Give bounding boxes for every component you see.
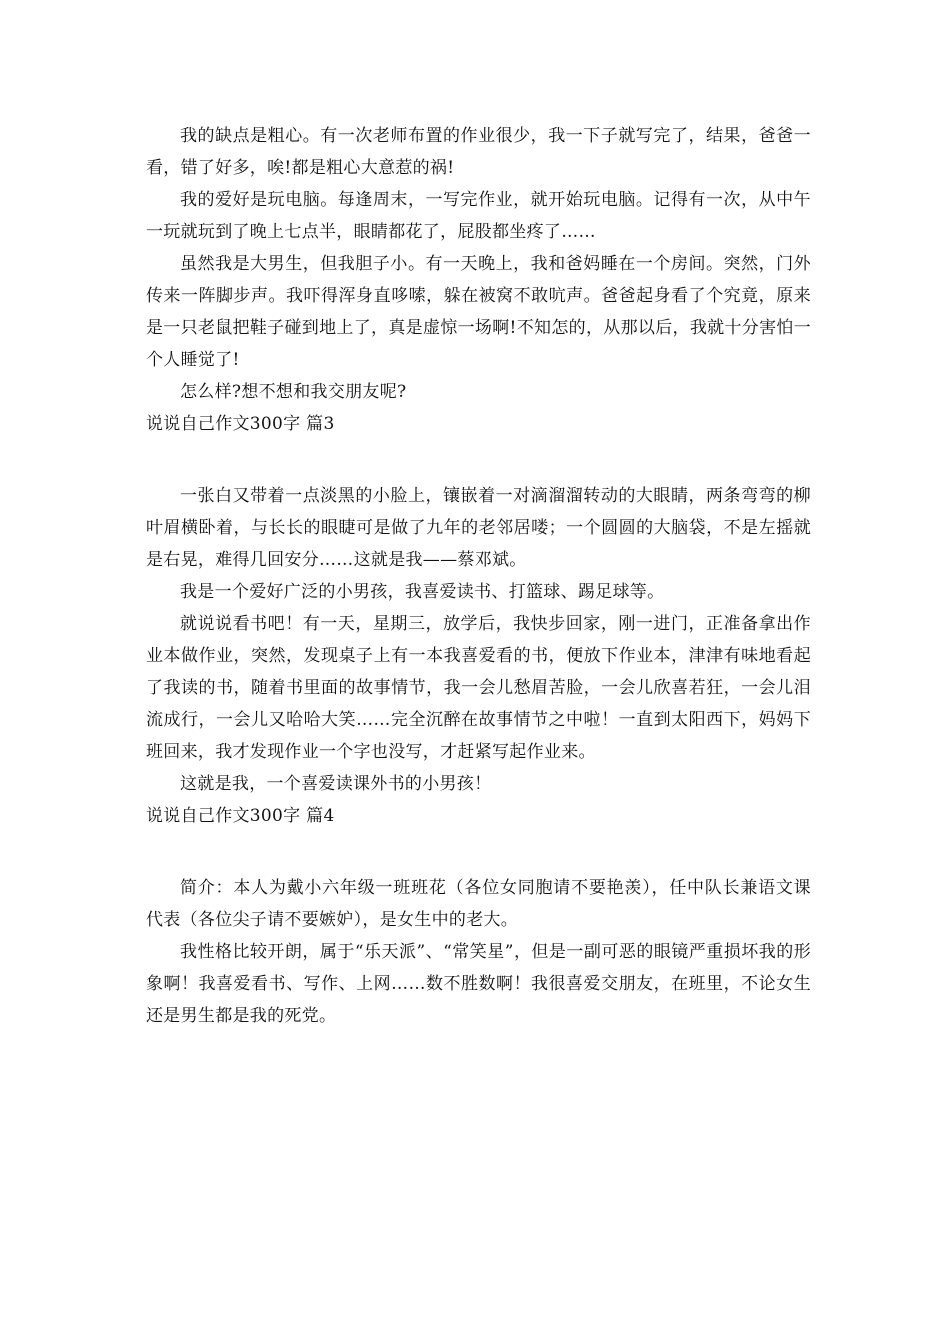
- paragraph-personality: 我性格比较开朗，属于“乐天派”、“常笑星”，但是一副可恶的眼镜严重损坏我的形象啊！我喜爱看书、写作、上网……数不胜数啊！我很喜爱交朋友，在班里，不论女生还是男生都是我的死党。: [146, 942, 811, 1026]
- paragraph-timid: 虽然我是大男生，但我胆子小。有一天晚上，我和爸妈睡在一个房间。突然，门外传来一阵脚步声。我吓得浑身直哆嗦，躲在被窝不敢吭声。爸爸起身看了个究竟，原来是一只老鼠把鞋子碰到地上了，真是虚惊一场啊!不知怎的，从那以后，我就十分害怕一个人睡觉了!: [146, 254, 811, 370]
- paragraph-introduction: 简介：本人为戴小六年级一班班花（各位女同胞请不要艳羡），任中队长兼语文课代表（各位尖子请不要嫉妒），是女生中的老大。: [146, 878, 811, 930]
- section-3-heading: 说说自己作文300字 篇3: [146, 414, 335, 434]
- section-3-spacer: [146, 440, 811, 480]
- paragraph-hobbies: 我是一个爱好广泛的小男孩，我喜爱读书、打篮球、踢足球等。: [180, 582, 665, 602]
- paragraph-carelessness: 我的缺点是粗心。有一次老师布置的作业很少，我一下子就写完了，结果，爸爸一看，错了好多，唉!都是粗心大意惹的祸!: [146, 126, 811, 178]
- section-4-heading: 说说自己作文300字 篇4: [146, 806, 335, 826]
- paragraph-hobby-computer: 我的爱好是玩电脑。每逢周末，一写完作业，就开始玩电脑。记得有一次，从中午一玩就玩到了晚上七点半，眼睛都花了，屁股都坐疼了……: [146, 190, 811, 242]
- paragraph-self-description: 一张白又带着一点淡黑的小脸上，镶嵌着一对滴溜溜转动的大眼睛，两条弯弯的柳叶眉横卧着，与长长的眼睫可是做了九年的老邻居喽；一个圆圆的大脑袋，不是左摇就是右晃，难得几回安分……这就是我——蔡邓斌。: [146, 486, 811, 570]
- paragraph-reading-story: 就说说看书吧！有一天，星期三，放学后，我快步回家，刚一进门，正准备拿出作业本做作业，突然，发现桌子上有一本我喜爱看的书，便放下作业本，津津有味地看起了我读的书，随着书里面的故事情节，我一会儿愁眉苦脸，一会儿欣喜若狂，一会儿泪流成行，一会儿又哈哈大笑……完全沉醉在故事情节之中啦！一直到太阳西下，妈妈下班回来，我才发现作业一个字也没写，才赶紧写起作业来。: [146, 614, 811, 762]
- document-body: [146, 120, 811, 1032]
- section-4-spacer: [146, 832, 811, 872]
- paragraph-conclusion: 这就是我，一个喜爱读课外书的小男孩！: [180, 774, 492, 794]
- paragraph-friend-question: 怎么样?想不想和我交朋友呢?: [180, 382, 407, 402]
